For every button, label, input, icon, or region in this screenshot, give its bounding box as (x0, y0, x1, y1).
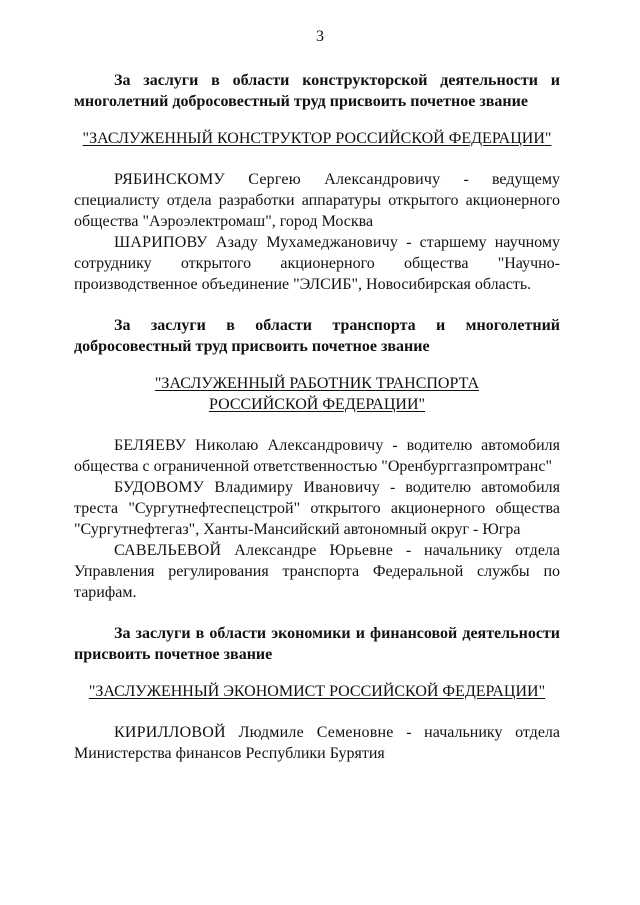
document-body (74, 70, 560, 764)
recipient-name: ШАРИПОВУ Азаду Мухамеджановичу (114, 234, 399, 251)
recipient-name: БЕЛЯЕВУ Николаю Александровичу (114, 437, 384, 454)
section-economist (74, 623, 560, 764)
recipient-name: КИРИЛЛОВОЙ Людмиле Семеновне (114, 724, 394, 741)
section-intro: За заслуги в области транспорта и многолетний добросовестный труд присвоить почетное звание (74, 317, 560, 355)
recipient-name: САВЕЛЬЕВОЙ Александре Юрьевне (114, 542, 394, 559)
recipient-position: - начальнику отдела Министерства финансов Республики Бурятия (74, 724, 561, 762)
recipient-position: - ведущему специалисту отдела разработки аппаратуры открытого акционерного общества "Аэроэлектромаш", город Москва (74, 171, 560, 230)
section-constructor (74, 70, 560, 295)
recipient-position: - старшему научному сотруднику открытого акционерного общества "Научно-производственное объединение "ЭЛСИБ", Новосибирская область. (74, 234, 561, 293)
honorary-title: "ЗАСЛУЖЕННЫЙ КОНСТРУКТОР РОССИЙСКОЙ ФЕДЕРАЦИИ" (82, 130, 552, 147)
section-intro: За заслуги в области конструкторской деятельности и многолетний добросовестный труд присвоить почетное звание (74, 72, 560, 110)
recipient-position: - водителю автомобиля общества с ограниченной ответственностью "Оренбурггазпромтранс" (74, 437, 561, 475)
honorary-title-line: РОССИЙСКОЙ ФЕДЕРАЦИИ" (208, 396, 426, 413)
award-entry (74, 540, 560, 603)
honorary-title: "ЗАСЛУЖЕННЫЙ ЭКОНОМИСТ РОССИЙСКОЙ ФЕДЕРАЦИИ" (88, 683, 546, 700)
section-transport (74, 315, 560, 603)
recipient-position: - начальнику отдела Управления регулирования транспорта Федеральной службы по тарифам. (74, 542, 561, 601)
award-entry (74, 435, 560, 477)
award-entry (74, 232, 560, 295)
award-entry (74, 477, 560, 540)
page-number: 3 (316, 28, 324, 45)
section-intro: За заслуги в области экономики и финансовой деятельности присвоить почетное звание (74, 625, 560, 663)
award-entry (74, 169, 560, 232)
award-entry (74, 722, 560, 764)
recipient-position: - водителю автомобиля треста "Сургутнефтеспецстрой" открытого акционерного общества "Сургутнефтегаз", Ханты-Мансийский автономный округ - Югра (74, 479, 561, 538)
recipient-name: БУДОВОМУ Владимиру Ивановичу (114, 479, 380, 496)
honorary-title-line: "ЗАСЛУЖЕННЫЙ РАБОТНИК ТРАНСПОРТА (154, 375, 480, 392)
recipient-name: РЯБИНСКОМУ Сергею Александровичу (114, 171, 441, 188)
honorary-title (74, 373, 560, 415)
